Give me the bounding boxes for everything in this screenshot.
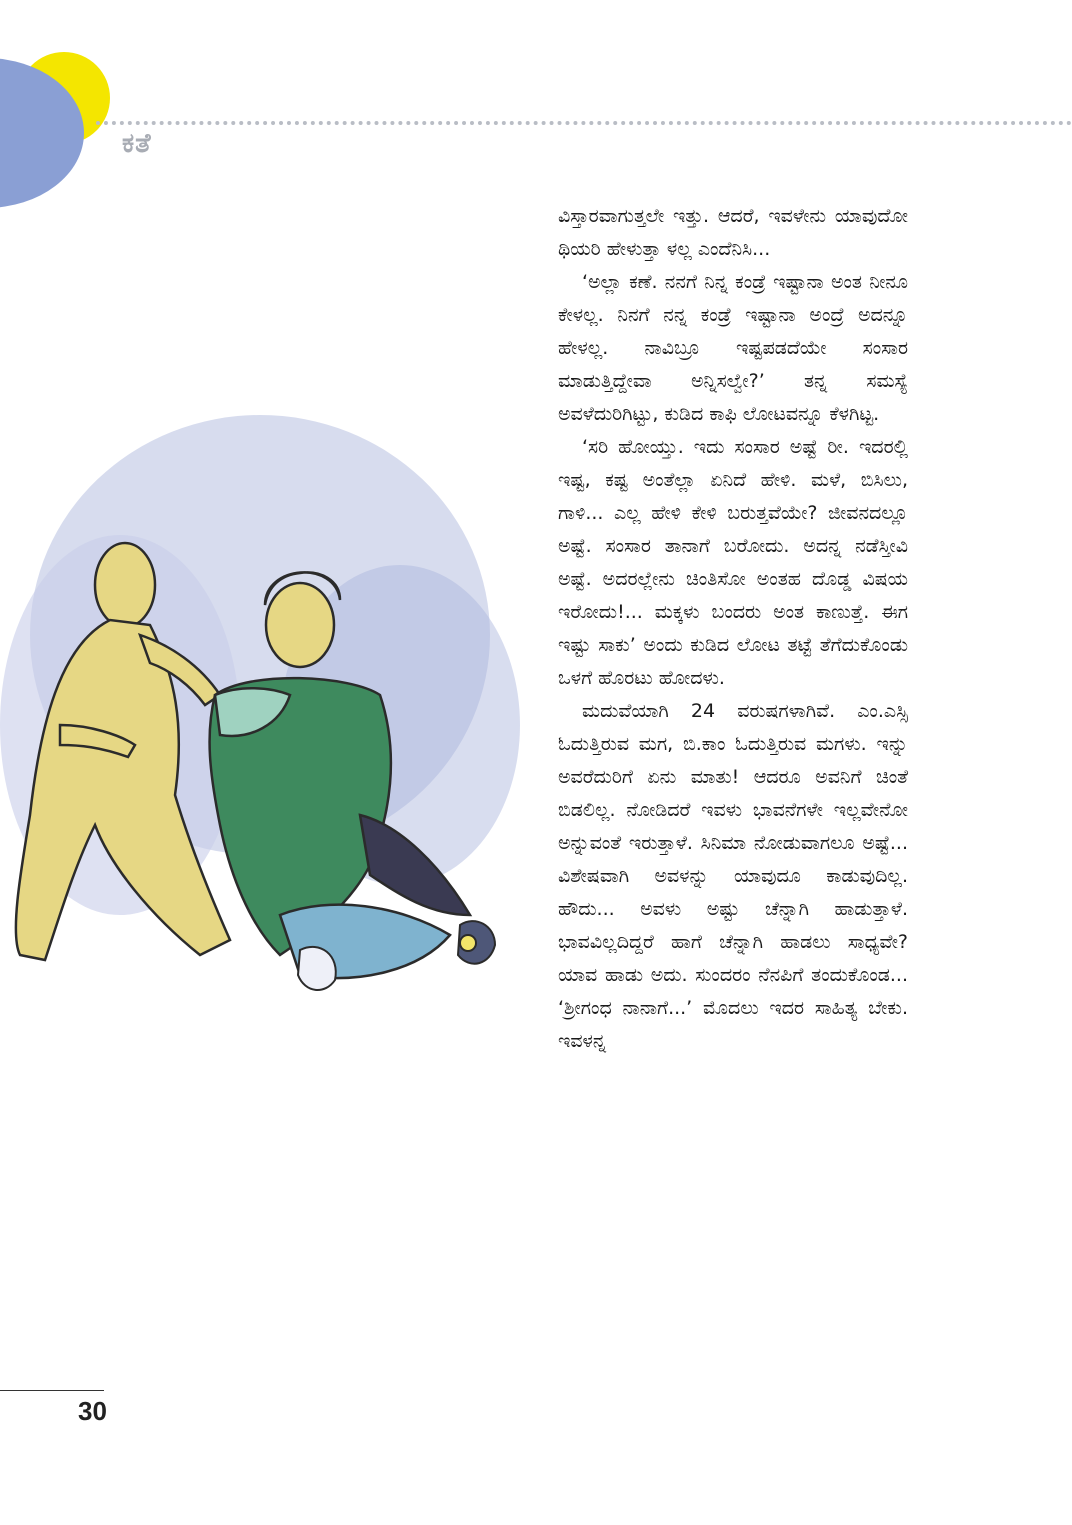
page-number: 30: [78, 1396, 107, 1426]
story-paragraph: ಮದುವೆಯಾಗಿ 24 ವರುಷಗಳಾಗಿವೆ. ಎಂ.ಎಸ್ಸಿ ಓದುತ್ತಿರುವ ಮಗ, ಬಿ.ಕಾಂ ಓದುತ್ತಿರುವ ಮಗಳು. ಇನ್ನು ಅವರೆದುರಿಗೆ ಏನು ಮಾತು! ಆದರೂ ಅವನಿಗೆ ಚಿಂತೆ ಬಿಡಲಿಲ್ಲ. ನೋಡಿದರೆ ಇವಳು ಭಾವನೆಗಳೇ ಇಲ್ಲವೇನೋ ಅನ್ನುವಂತೆ ಇರುತ್ತಾಳೆ. ಸಿನಿಮಾ ನೋಡುವಾಗಲೂ ಅಷ್ಟೆ... ವಿಶೇಷವಾಗಿ ಅವಳನ್ನು ಯಾವುದೂ ಕಾಡುವುದಿಲ್ಲ. ಹೌದು... ಅವಳು ಅಷ್ಟು ಚೆನ್ನಾಗಿ ಹಾಡುತ್ತಾಳೆ. ಭಾವವಿಲ್ಲದಿದ್ದರೆ ಹಾಗೆ ಚೆನ್ನಾಗಿ ಹಾಡಲು ಸಾಧ್ಯವೇ? ಯಾವ ಹಾಡು ಅದು. ಸುಂದರಂ ನೆನಪಿಗೆ ತಂದುಕೊಂಡ... ‘ಶ್ರೀಗಂಧ ನಾನಾಗೆ...’ ಮೊದಲು ಇದರ ಸಾಹಿತ್ಯ ಬೇಕು. ಇವಳನ್ನ: [558, 700, 908, 1052]
header-dotted-rule: [96, 121, 1072, 125]
story-paragraph: ‘ಸರಿ ಹೋಯ್ತು. ಇದು ಸಂಸಾರ ಅಷ್ಟೆ ರೀ. ಇದರಲ್ಲಿ ಇಷ್ಟ, ಕಷ್ಟ ಅಂತೆಲ್ಲಾ ಏನಿದೆ ಹೇಳಿ. ಮಳೆ, ಬಿಸಿಲು, ಗಾಳಿ... ಎಲ್ಲ ಹೇಳಿ ಕೇಳಿ ಬರುತ್ತವೆಯೇ? ಜೀವನದಲ್ಲೂ ಅಷ್ಟೆ. ಸಂಸಾರ ತಾನಾಗೆ ಬರೋದು. ಅದನ್ನ ನಡೆಸ್ತೀವಿ ಅಷ್ಟೆ. ಅದರಲ್ಲೇನು ಚಿಂತಿಸೋ ಅಂತಹ ದೊಡ್ಡ ವಿಷಯ ಇರೋದು!... ಮಕ್ಕಳು ಬಂದರು ಅಂತ ಕಾಣುತ್ತೆ. ಈಗ ಇಷ್ಟು ಸಾಕು’ ಅಂದು ಕುಡಿದ ಲೋಟ ತಟ್ಟೆ ತೆಗೆದುಕೊಂಡು ಒಳಗೆ ಹೊರಟು ಹೋದಳು.: [558, 436, 908, 689]
story-paragraph: ವಿಸ್ತಾರವಾಗುತ್ತಲೇ ಇತ್ತು. ಆದರೆ, ಇವಳೇನು ಯಾವುದೋ ಥಿಯರಿ ಹೇಳುತ್ತಾ ಳಲ್ಲ ಎಂದೆನಿಸಿ...: [558, 205, 908, 260]
story-illustration: [0, 395, 520, 1000]
footer-rule: [0, 1390, 104, 1391]
story-paragraph: ‘ಅಲ್ಲಾ ಕಣೆ. ನನಗೆ ನಿನ್ನ ಕಂಡ್ರೆ ಇಷ್ಟಾನಾ ಅಂತ ನೀನೂ ಕೇಳಲ್ಲ. ನಿನಗೆ ನನ್ನ ಕಂಡ್ರೆ ಇಷ್ಟಾನಾ ಅಂದ್ರೆ ಅದನ್ನೂ ಹೇಳಲ್ಲ. ನಾವಿಬ್ರೂ ಇಷ್ಟಪಡದೆಯೇ ಸಂಸಾರ ಮಾಡುತ್ತಿದ್ದೇವಾ ಅನ್ನಿಸಲ್ವೇ?’ ತನ್ನ ಸಮಸ್ಯೆ ಅವಳೆದುರಿಗಿಟ್ಟು, ಕುಡಿದ ಕಾಫಿ ಲೋಟವನ್ನೂ ಕೆಳಗಿಟ್ಟ.: [558, 271, 908, 425]
section-label: ಕತೆ: [122, 128, 152, 159]
story-text: [558, 200, 908, 1058]
